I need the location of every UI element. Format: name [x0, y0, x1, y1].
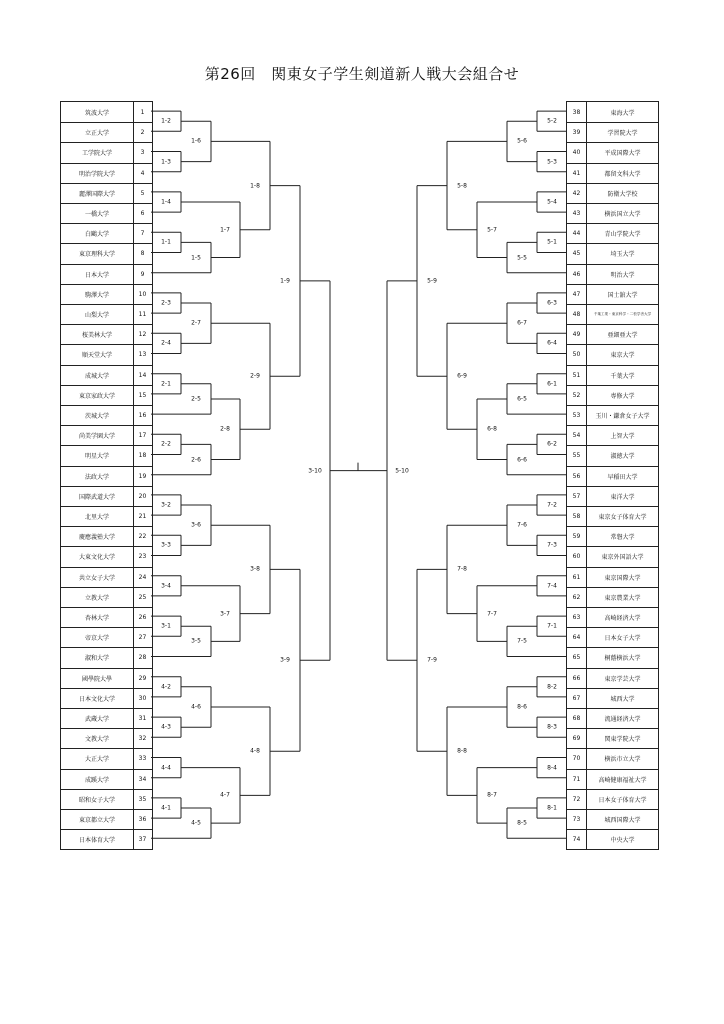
match-label: 2-1 [161, 380, 171, 388]
team-number: 16 [133, 406, 151, 425]
team-name: 工学院大学 [81, 150, 112, 158]
team-name: 早稲田大学 [607, 473, 638, 481]
match-label: 1-8 [250, 182, 260, 190]
team-number: 24 [133, 568, 151, 587]
team-number: 26 [133, 608, 151, 627]
team-number: 18 [133, 446, 151, 465]
team-number: 45 [567, 244, 587, 263]
match-label: 8-8 [457, 747, 467, 755]
match-label: 8-3 [547, 723, 557, 731]
team-name: 日本大学 [84, 271, 109, 279]
match-label: 3-9 [280, 656, 290, 664]
team-name: 東京女子体育大学 [598, 514, 647, 522]
team-number: 11 [133, 305, 151, 324]
team-name: 成城大学 [84, 372, 109, 380]
match-label: 2-9 [250, 372, 260, 380]
match-label: 8-2 [547, 683, 557, 691]
team-name: 千葉大学 [610, 372, 635, 380]
match-label: 3-5 [191, 637, 201, 645]
team-name: 東京大学 [610, 352, 635, 360]
team-number: 32 [133, 729, 151, 748]
team-number: 25 [133, 588, 151, 607]
team-name: 麗澤国際大学 [78, 190, 115, 198]
team-number: 47 [567, 285, 587, 304]
team-number: 1 [133, 102, 151, 122]
team-number: 51 [567, 366, 587, 385]
team-number: 10 [133, 285, 151, 304]
team-name: 日本体育大学 [78, 837, 115, 845]
team-name: 淑和大学 [84, 655, 109, 663]
team-number: 69 [567, 729, 587, 748]
team-name: 城西大学 [610, 695, 635, 703]
team-name: 武蔵大学 [84, 716, 109, 724]
team-name: 立教大学 [84, 594, 109, 602]
team-number: 31 [133, 709, 151, 728]
team-number: 2 [133, 123, 151, 142]
team-number: 20 [133, 487, 151, 506]
team-name: 流通経済大学 [604, 716, 641, 724]
team-name: 日本女子体育大学 [598, 796, 647, 804]
team-number: 57 [567, 487, 587, 506]
team-name: 桜美林大学 [81, 332, 112, 340]
team-name: 日本女子大学 [604, 635, 641, 643]
team-name: 文教大学 [84, 736, 109, 744]
team-number: 41 [567, 164, 587, 183]
team-name: 明治学院大学 [78, 170, 115, 178]
team-name: 日本文化大学 [78, 695, 115, 703]
match-label: 6-5 [517, 395, 527, 403]
match-label: 6-2 [547, 440, 557, 448]
team-number: 48 [567, 305, 587, 324]
team-name: 玉川・鎌倉女子大学 [595, 413, 650, 421]
team-name: 白鷗大学 [84, 231, 109, 239]
team-name: 筑波大学 [84, 109, 109, 117]
team-name: 立正大学 [84, 130, 109, 138]
team-number: 56 [567, 467, 587, 486]
match-label: 7-8 [457, 565, 467, 573]
team-name: 國學院大學 [81, 675, 112, 683]
team-number: 44 [567, 224, 587, 243]
team-number: 58 [567, 507, 587, 526]
team-number: 63 [567, 608, 587, 627]
team-number: 28 [133, 648, 151, 667]
match-label: 4-5 [191, 819, 201, 827]
match-label: 3-8 [250, 565, 260, 573]
team-number: 14 [133, 366, 151, 385]
team-name: 埼玉大学 [610, 251, 635, 259]
team-name: 昭和女子大学 [78, 796, 115, 804]
team-number: 5 [133, 184, 151, 203]
team-number: 73 [567, 810, 587, 829]
match-label: 1-1 [161, 238, 171, 246]
team-number: 61 [567, 568, 587, 587]
team-name: 大正大学 [84, 756, 109, 764]
match-label: 3-4 [161, 582, 171, 590]
team-name: 慶應義塾大学 [78, 534, 115, 542]
match-label: 2-4 [161, 339, 171, 347]
team-name: 東洋大学 [610, 493, 635, 501]
team-number: 70 [567, 749, 587, 768]
match-label: 5-9 [427, 277, 437, 285]
team-number: 67 [567, 689, 587, 708]
team-number: 72 [567, 790, 587, 809]
team-number: 66 [567, 669, 587, 688]
team-number: 65 [567, 648, 587, 667]
team-number: 55 [567, 446, 587, 465]
match-label: 3-3 [161, 541, 171, 549]
match-label: 2-5 [191, 395, 201, 403]
team-number: 53 [567, 406, 587, 425]
team-number: 60 [567, 547, 587, 566]
team-name: 学習院大学 [607, 130, 638, 138]
team-number: 29 [133, 669, 151, 688]
team-name: 順天堂大学 [81, 352, 112, 360]
team-name: 青山学院大学 [604, 231, 641, 239]
team-name: 高崎健康福祉大学 [598, 776, 647, 784]
match-label: 5-4 [547, 198, 557, 206]
match-label: 6-1 [547, 380, 557, 388]
match-label: 4-1 [161, 804, 171, 812]
match-label: 6-3 [547, 299, 557, 307]
team-name: 帝京大学 [84, 635, 109, 643]
match-label: 1-5 [191, 254, 201, 262]
team-name: 淑徳大学 [610, 453, 635, 461]
match-label: 5-3 [547, 158, 557, 166]
team-number: 50 [567, 345, 587, 364]
team-number: 37 [133, 830, 151, 849]
team-number: 39 [567, 123, 587, 142]
team-number: 74 [567, 830, 587, 849]
match-label: 7-6 [517, 521, 527, 529]
team-number: 3 [133, 143, 151, 162]
match-label: 6-9 [457, 372, 467, 380]
team-name: 明治大学 [610, 271, 635, 279]
team-number: 15 [133, 386, 151, 405]
match-label: 5-10 [395, 467, 409, 475]
match-label: 4-8 [250, 747, 260, 755]
team-number: 7 [133, 224, 151, 243]
team-number: 52 [567, 386, 587, 405]
team-name: 東京都立大学 [78, 817, 115, 825]
match-label: 4-3 [161, 723, 171, 731]
match-label: 6-4 [547, 339, 557, 347]
match-label: 8-5 [517, 819, 527, 827]
team-number: 23 [133, 547, 151, 566]
match-label: 7-1 [547, 622, 557, 630]
team-name: 防衛大学校 [607, 190, 638, 198]
match-label: 4-2 [161, 683, 171, 691]
team-name: 成蹊大学 [84, 776, 109, 784]
team-number: 4 [133, 164, 151, 183]
match-label: 7-2 [547, 501, 557, 509]
match-label: 1-9 [280, 277, 290, 285]
team-number: 30 [133, 689, 151, 708]
team-name: 上智大学 [610, 433, 635, 441]
team-name: 千葉工業・東京科学・二松学舎大学 [593, 312, 652, 317]
match-label: 1-3 [161, 158, 171, 166]
match-label: 2-3 [161, 299, 171, 307]
match-label: 8-1 [547, 804, 557, 812]
team-number: 33 [133, 749, 151, 768]
team-number: 12 [133, 325, 151, 344]
team-name: 亜細亜大学 [607, 332, 638, 340]
team-number: 71 [567, 770, 587, 789]
team-name: 東京理科大学 [78, 251, 115, 259]
page-title: 第26回 関東女子学生剣道新人戦大会組合せ [204, 65, 520, 83]
match-label: 6-8 [487, 425, 497, 433]
team-name: 駒澤大学 [84, 291, 109, 299]
team-number: 35 [133, 790, 151, 809]
team-name: 東京家政大学 [78, 392, 115, 400]
match-label: 3-6 [191, 521, 201, 529]
team-number: 6 [133, 204, 151, 223]
team-number: 54 [567, 426, 587, 445]
match-label: 5-7 [487, 226, 497, 234]
team-name: 国士舘大学 [607, 291, 638, 299]
team-number: 21 [133, 507, 151, 526]
team-number: 36 [133, 810, 151, 829]
team-name: 横浜国立大学 [604, 211, 641, 219]
team-number: 43 [567, 204, 587, 223]
team-number: 68 [567, 709, 587, 728]
team-name: 東京外国語大学 [601, 554, 644, 562]
team-name: 国際武道大学 [78, 493, 115, 501]
team-name: 専修大学 [610, 392, 635, 400]
match-label: 3-7 [220, 610, 230, 618]
team-number: 40 [567, 143, 587, 162]
team-name: 東京学芸大学 [604, 675, 641, 683]
match-label: 2-7 [191, 319, 201, 327]
match-label: 4-7 [220, 791, 230, 799]
match-label: 6-7 [517, 319, 527, 327]
match-label: 1-6 [191, 137, 201, 145]
team-number: 19 [133, 467, 151, 486]
match-label: 3-1 [161, 622, 171, 630]
team-name: 法政大学 [84, 473, 109, 481]
team-name: 都留文科大学 [604, 170, 641, 178]
team-name: 山梨大学 [84, 312, 109, 320]
team-name: 杏林大学 [84, 615, 109, 623]
match-label: 3-10 [308, 467, 322, 475]
match-label: 8-6 [517, 703, 527, 711]
match-label: 7-3 [547, 541, 557, 549]
match-label: 5-8 [457, 182, 467, 190]
team-number: 46 [567, 265, 587, 284]
team-number: 42 [567, 184, 587, 203]
match-label: 5-6 [517, 137, 527, 145]
team-name: 東京農業大学 [604, 594, 641, 602]
team-name: 平成国際大学 [604, 150, 641, 158]
team-number: 62 [567, 588, 587, 607]
team-name: 明星大学 [84, 453, 109, 461]
team-number: 38 [567, 102, 587, 122]
team-number: 17 [133, 426, 151, 445]
team-name: 大東文化大学 [78, 554, 115, 562]
match-label: 2-2 [161, 440, 171, 448]
match-label: 7-7 [487, 610, 497, 618]
team-number: 59 [567, 527, 587, 546]
team-name: 東海大学 [610, 109, 635, 117]
team-number: 13 [133, 345, 151, 364]
match-label: 4-4 [161, 764, 171, 772]
match-label: 5-5 [517, 254, 527, 262]
team-number: 34 [133, 770, 151, 789]
team-number: 64 [567, 628, 587, 647]
team-name: 城西国際大学 [604, 817, 641, 825]
match-label: 2-8 [220, 425, 230, 433]
team-name: 東京国際大学 [604, 574, 641, 582]
team-name: 茨城大学 [84, 413, 109, 421]
match-label: 6-6 [517, 456, 527, 464]
team-number: 8 [133, 244, 151, 263]
team-name: 尚美学園大学 [78, 433, 115, 441]
match-label: 8-4 [547, 764, 557, 772]
match-label: 4-6 [191, 703, 201, 711]
match-label: 3-2 [161, 501, 171, 509]
team-number: 22 [133, 527, 151, 546]
team-name: 関東学院大学 [604, 736, 641, 744]
match-label: 7-4 [547, 582, 557, 590]
team-name: 桐蔭横浜大学 [604, 655, 641, 663]
team-name: 北里大学 [84, 514, 109, 522]
match-label: 2-6 [191, 456, 201, 464]
match-label: 1-7 [220, 226, 230, 234]
match-label: 1-4 [161, 198, 171, 206]
team-name: 常磐大学 [610, 534, 635, 542]
team-name: 共立女子大学 [78, 574, 115, 582]
team-number: 9 [133, 265, 151, 284]
team-number: 27 [133, 628, 151, 647]
match-label: 5-2 [547, 117, 557, 125]
team-name: 一橋大学 [84, 211, 109, 219]
match-label: 8-7 [487, 791, 497, 799]
match-label: 7-9 [427, 656, 437, 664]
match-label: 7-5 [517, 637, 527, 645]
match-label: 1-2 [161, 117, 171, 125]
team-name: 横浜市立大学 [604, 756, 641, 764]
match-label: 5-1 [547, 238, 557, 246]
team-number: 49 [567, 325, 587, 344]
team-name: 高崎経済大学 [604, 615, 641, 623]
team-name: 中央大学 [610, 837, 635, 845]
